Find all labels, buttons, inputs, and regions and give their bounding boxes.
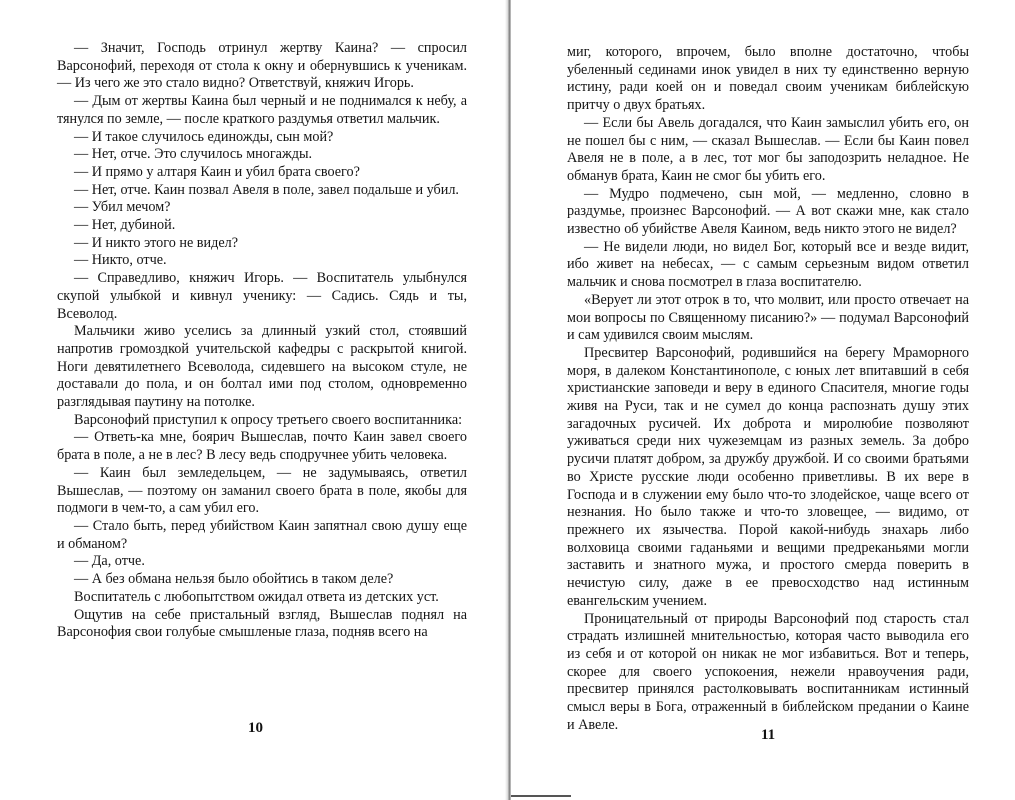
paragraph: миг, которого, впрочем, было вполне достаточно, чтобы убеленный сединами инок увидел в них ту единственно верную истину, ради коей он и поведал своим ученикам библейскую притчу о двух братьях. (567, 44, 969, 114)
right-page-text (567, 44, 969, 734)
paragraph: — Справедливо, княжич Игорь. — Воспитатель улыбнулся скупой улыбкой и кивнул ученику: — Садись. Сядь и ты, Всеволод. (57, 270, 467, 322)
paragraph: — Стало быть, перед убийством Каин запятнал свою душу еще и обманом? (57, 517, 467, 552)
paragraph: Ощутив на себе пристальный взгляд, Вышеслав поднял на Варсонофия свои голубые смышленые глаза, подняв всего на (57, 606, 467, 641)
page-number: 10 (248, 720, 263, 736)
paragraph: — Ответь-ка мне, боярич Вышеслав, почто Каин завел своего брата в поле, а не в лес? В лесу ведь сподручнее убить человека. (57, 429, 467, 464)
paragraph: — Если бы Авель догадался, что Каин замыслил убить его, он не пошел бы с ним, — сказал Вышеслав. — Если бы Каин повел Авеля не в поле, а в лес, тот мог бы заподозрить неладное. Не обманув брата, Каин не смог бы убить его. (567, 114, 969, 184)
paragraph: Воспитатель с любопытством ожидал ответа из детских уст. (74, 588, 439, 605)
paragraph: — Убил мечом? (74, 199, 171, 216)
paragraph: — И такое случилось единожды, сын мой? (74, 128, 334, 145)
paragraph: — Дым от жертвы Каина был черный и не поднимался к небу, а тянулся по земле, — после краткого раздумья ответил мальчик. (57, 93, 467, 127)
paragraph: — Мудро подмечено, сын мой, — медленно, словно в раздумье, произнес Варсонофий. — А вот скажи мне, как стало известно об убийстве Авеля Каином, ведь никто этого не видел? (567, 185, 969, 238)
paragraph: Варсонофий приступил к опросу третьего своего воспитанника: (74, 411, 463, 428)
paragraph: — Нет, отче. Каин позвал Авеля в поле, завел подальше и убил. (74, 181, 459, 198)
paragraph: — Не видели люди, но видел Бог, который все и везде видит, ибо живет на небесах, — с самым серьезным видом ответил мальчик и снова посмотрел в глаза воспитателю. (567, 238, 969, 291)
paragraph: — Да, отче. (74, 553, 145, 570)
page-number: 11 (761, 727, 776, 743)
paragraph: — И прямо у алтаря Каин и убил брата своего? (74, 163, 360, 180)
paragraph: — Каин был земледельцем, — не задумываясь, ответил Вышеслав, — поэтому он заманил своего брата в поле, якобы для подмоги в чем-то, а сам убил его. (57, 464, 467, 517)
paragraph: Пресвитер Варсонофий, родившийся на берегу Мраморного моря, в далеком Константинополе, с юных лет впитавший в себя христианские заповеди и веру в единого Спасителя, многие годы живя на Руси, так и не сумел до конца распознать душу этих загадочных русичей. Их доброта и миролюбие позволяют уживаться среди них чужеземцам из разных земель. За добро русичи платят добром, за дружбу дружбой. И со своими братьями во Христе русские люди особенно приветливы. В их вере в Господа и в служении ему было что-то злодейское, чаще всего от незнания. Но было также и что-то зловещее, — видимо, от прежнего их язычества. Порой какой-нибудь знахарь либо волховица своими гаданьями и вещими предреканьями могли заставить и знатного мужа, и простого смерда поверить в нечистую силу, даже в ее превосходство над истинным евангельским учением. (567, 344, 969, 609)
left-page (0, 0, 507, 800)
right-page (511, 0, 1015, 800)
scan-edge-line (511, 795, 571, 797)
paragraph: Мальчики живо уселись за длинный узкий стол, стоявший напротив громоздкой учительской кафедры с раскрытой книгой. Ноги девятилетнего Всеволода, сидевшего на высоком стуле, не доставали до пола, и он болтал ими под столом, одновременно разглядывая паутину на потолке. (57, 323, 467, 411)
paragraph: — А без обмана нельзя было обойтись в таком деле? (74, 571, 394, 588)
paragraph: — Значит, Господь отринул жертву Каина? — спросил Варсонофий, переходя от стола к окну и обернувшись к ученикам. — Из чего же это стало видно? Ответствуй, княжич Игорь. (57, 40, 467, 92)
paragraph: «Верует ли этот отрок в то, что молвит, или просто отвечает на мои вопросы по Священному писанию?» — подумал Варсонофий и сам удивился своим мыслям. (567, 291, 969, 344)
paragraph: Проницательный от природы Варсонофий под старость стал страдать излишней мнительностью, которая часто выводила его из себя и от которой он никак не мог избавиться. Вот и теперь, скорее для своего успокоения, нежели нравоучения ради, пресвитер принялся растолковывать воспитанникам истинный смысл веры в Бога, отраженный в библейском предании о Каине и Авеле. (567, 610, 969, 733)
paragraph: — Нет, отче. Это случилось многажды. (74, 146, 313, 163)
paragraph: — Нет, дубиной. (74, 217, 176, 234)
paragraph: — Никто, отче. (74, 252, 167, 269)
paragraph: — И никто этого не видел? (74, 234, 238, 251)
left-page-text (57, 40, 467, 642)
